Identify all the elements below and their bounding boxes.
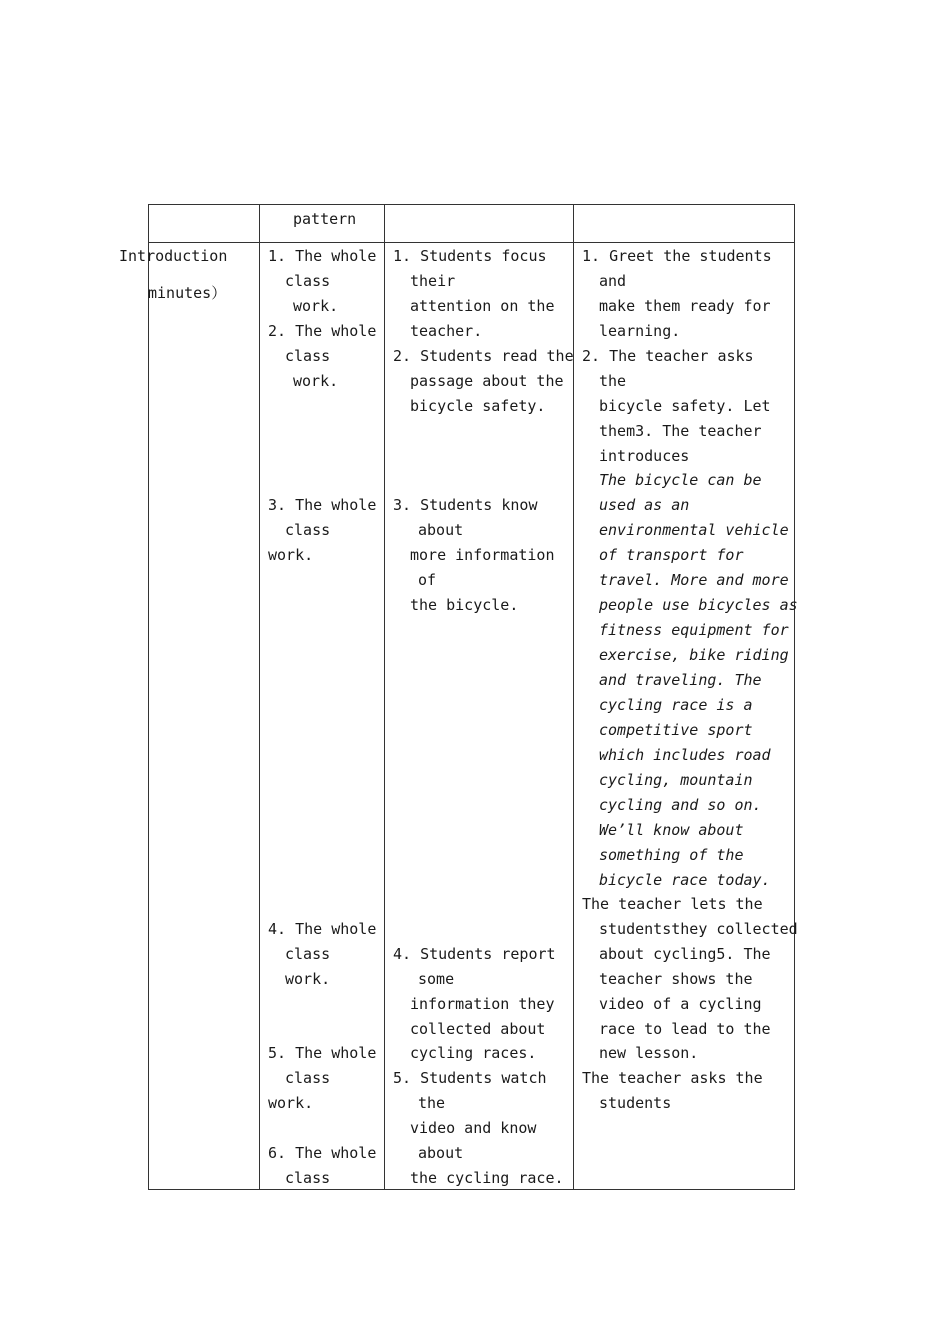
students-line: 2. Students read the (393, 347, 574, 365)
teacher-line: video of a cycling (599, 995, 762, 1013)
stage-subtitle: minutes） (148, 284, 227, 302)
students-line: attention on the (410, 297, 555, 315)
students-line: video and know (410, 1119, 537, 1137)
teacher-intro-line: fitness equipment for (599, 621, 789, 639)
teacher-line: make them ready for (599, 297, 771, 315)
pattern-line: 2. The whole (268, 322, 377, 340)
students-line: the cycling race. (410, 1169, 564, 1187)
teacher-intro-line: cycling and so on. (599, 796, 762, 814)
pattern-line: 6. The whole (268, 1144, 377, 1162)
teacher-line: introduces (599, 447, 690, 465)
pattern-cell (260, 243, 385, 1190)
pattern-line: class (285, 1169, 331, 1187)
students-line: more information (410, 546, 555, 564)
teacher-intro-line: travel. More and more (599, 571, 789, 589)
teacher-line: the (599, 372, 627, 390)
pattern-label: pattern (293, 210, 357, 228)
teacher-line: 1. Greet the students (582, 247, 772, 265)
stage-cell (149, 243, 260, 1190)
pattern-line: work. (268, 1094, 314, 1112)
teacher-intro-line: used as an (599, 496, 690, 514)
teacher-line: about cycling5. The (599, 945, 771, 963)
students-line: the (418, 1094, 446, 1112)
header-cell-stage (149, 205, 260, 243)
pattern-line: class (285, 272, 331, 290)
pattern-line: 4. The whole (268, 920, 377, 938)
teacher-line: race to lead to the (599, 1020, 771, 1038)
teacher-line: studentsthey collected (599, 920, 798, 938)
teacher-line: learning. (599, 322, 681, 340)
teacher-line: The teacher lets the (582, 895, 763, 913)
pattern-line: work. (285, 970, 331, 988)
teacher-line: and (599, 272, 627, 290)
pattern-line: work. (268, 546, 314, 564)
pattern-line: work. (293, 297, 339, 315)
teacher-line: 2. The teacher asks (582, 347, 754, 365)
students-line: 3. Students know (393, 496, 538, 514)
students-line: 1. Students focus (393, 247, 547, 265)
students-line: some (418, 970, 455, 988)
students-line: of (418, 571, 437, 589)
students-line: teacher. (410, 322, 483, 340)
teacher-intro-line: and traveling. The (599, 671, 762, 689)
pattern-line: 5. The whole (268, 1044, 377, 1062)
students-line: their (410, 272, 456, 290)
stage-title: Introduction (119, 247, 228, 265)
teacher-line: teacher shows the (599, 970, 753, 988)
teacher-intro-line: exercise, bike riding (599, 646, 789, 664)
teacher-intro-line: cycling race is a (599, 696, 753, 714)
teacher-intro-line: The bicycle can be (599, 471, 762, 489)
teacher-intro-line: environmental vehicle (599, 521, 789, 539)
pattern-line: work. (293, 372, 339, 390)
teacher-intro-line: people use bicycles as (599, 596, 798, 614)
teacher-line: bicycle safety. Let (599, 397, 771, 415)
students-line: information they (410, 995, 555, 1013)
teacher-intro-line: of transport for (599, 546, 744, 564)
table-body-row (149, 243, 795, 1190)
table-header-row (149, 205, 795, 243)
teacher-intro-line: We’ll know about (599, 821, 744, 839)
teacher-line: students (599, 1094, 672, 1112)
teacher-intro-line: competitive sport (599, 721, 753, 739)
header-cell-students (385, 205, 574, 243)
teacher-intro-line: cycling, mountain (599, 771, 753, 789)
pattern-line: class (285, 521, 331, 539)
header-cell-pattern (260, 205, 385, 243)
teacher-intro-line: bicycle race today. (599, 871, 771, 889)
students-activity-cell (385, 243, 574, 1190)
teacher-intro-line: something of the (599, 846, 744, 864)
teacher-line: The teacher asks the (582, 1069, 763, 1087)
students-line: 4. Students report (393, 945, 556, 963)
pattern-line: class (285, 1069, 331, 1087)
students-line: the bicycle. (410, 596, 519, 614)
students-line: about (418, 1144, 464, 1162)
students-line: passage about the (410, 372, 564, 390)
students-line: about (418, 521, 464, 539)
students-line: 5. Students watch (393, 1069, 547, 1087)
pattern-line: class (285, 945, 331, 963)
students-line: cycling races. (410, 1044, 537, 1062)
pattern-line: 3. The whole (268, 496, 377, 514)
teacher-activity-cell (574, 243, 798, 1190)
lesson-plan-table (148, 204, 798, 1190)
students-line: collected about (410, 1020, 546, 1038)
pattern-line: class (285, 347, 331, 365)
pattern-line: 1. The whole (268, 247, 377, 265)
header-cell-teacher (574, 205, 795, 243)
teacher-intro-line: which includes road (599, 746, 771, 764)
teacher-line: them3. The teacher (599, 422, 762, 440)
students-line: bicycle safety. (410, 397, 546, 415)
teacher-line: new lesson. (599, 1044, 699, 1062)
